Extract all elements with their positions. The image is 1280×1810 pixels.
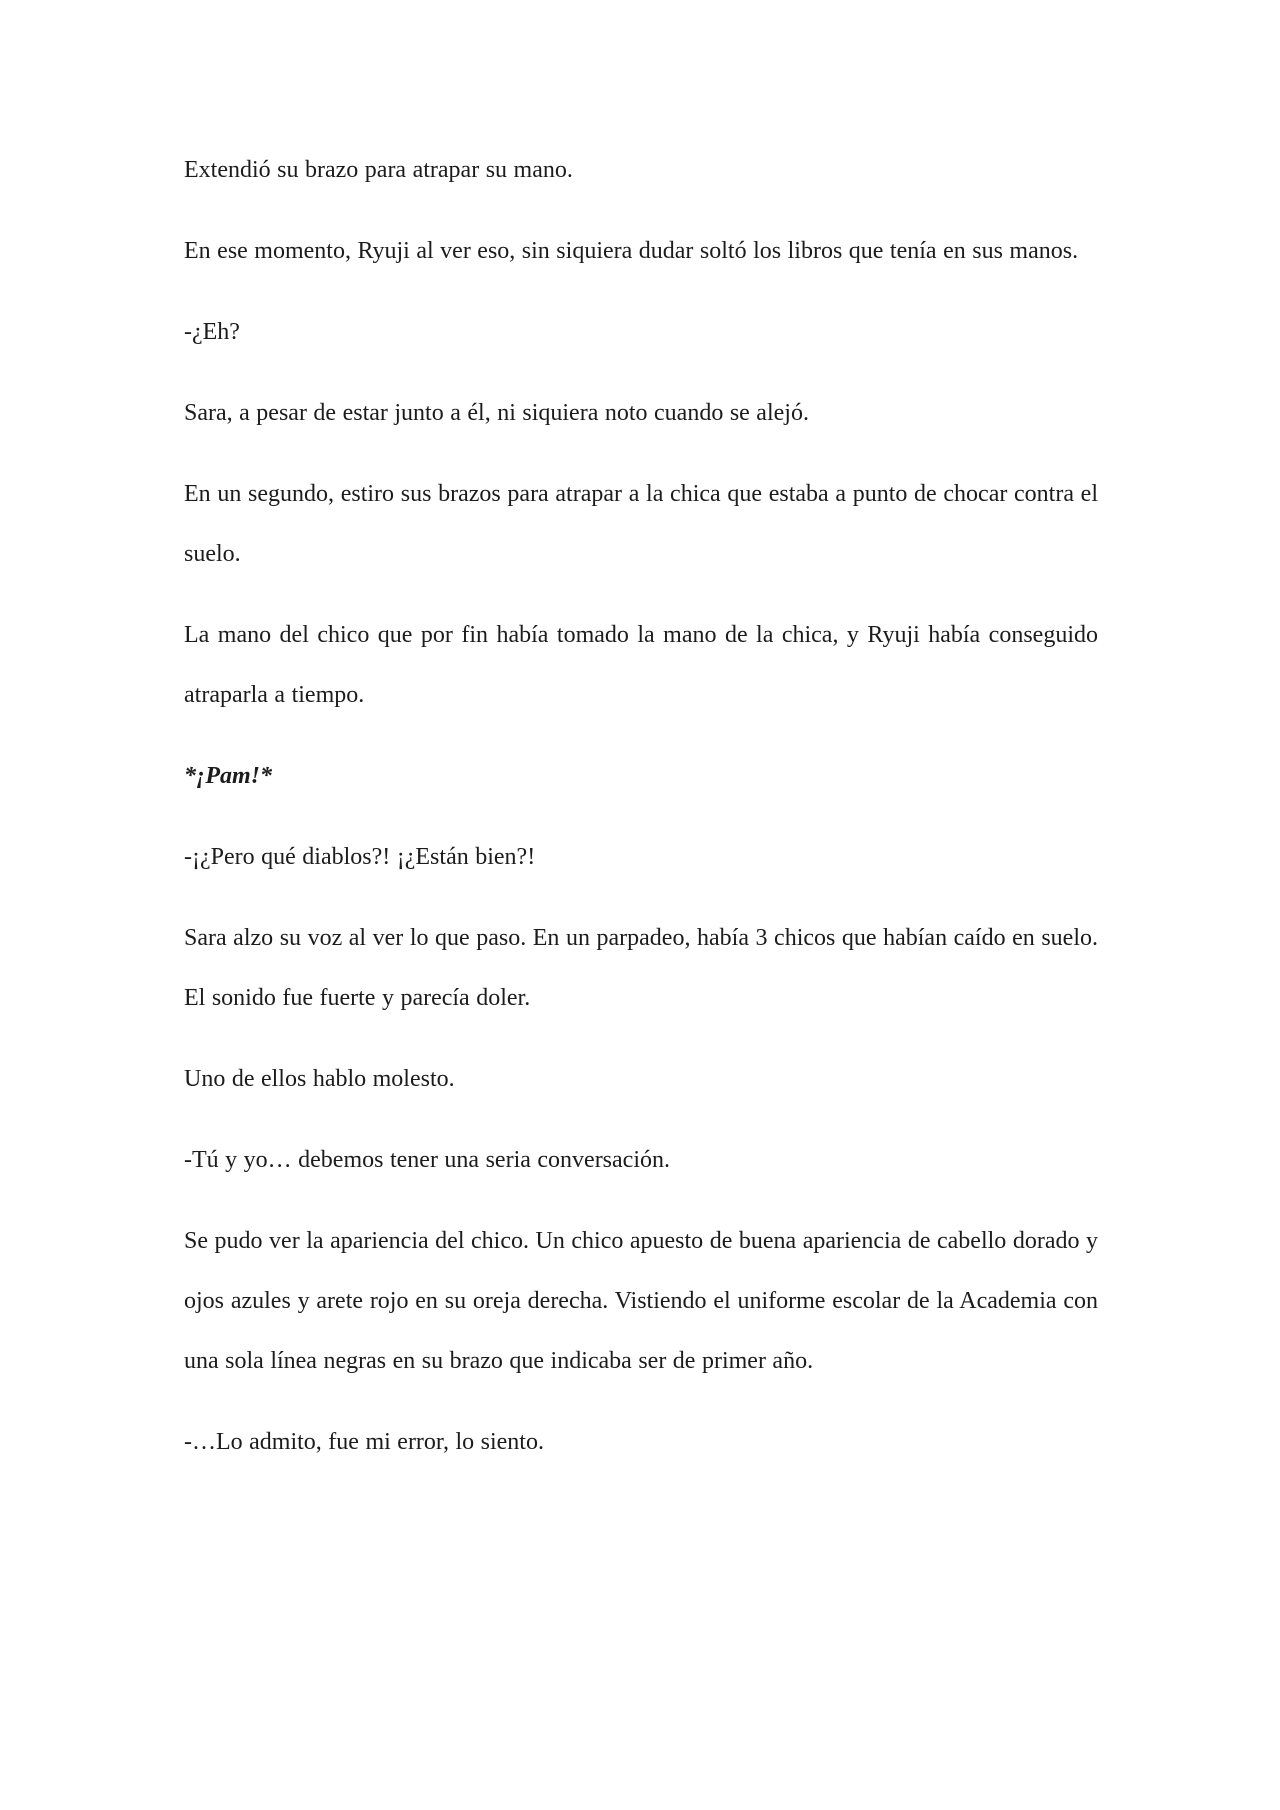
- dialogue-line: -Tú y yo… debemos tener una seria conversación.: [184, 1147, 670, 1173]
- dialogue-line: -…Lo admito, fue mi error, lo siento.: [184, 1429, 544, 1455]
- dialogue-line: -¿Eh?: [184, 319, 240, 345]
- paragraph: En un segundo, estiro sus brazos para atrapar a la chica que estaba a punto de chocar contra el suelo.: [184, 481, 1098, 567]
- paragraph: Uno de ellos hablo molesto.: [184, 1066, 455, 1092]
- sound-effect: *¡Pam!*: [184, 763, 273, 789]
- paragraph: Se pudo ver la apariencia del chico. Un chico apuesto de buena apariencia de cabello dorado y ojos azules y arete rojo en su oreja derecha. Vistiendo el uniforme escolar de la Academia con una sola línea negras en su brazo que indicaba ser de primer año.: [184, 1228, 1098, 1374]
- paragraph: Sara, a pesar de estar junto a él, ni siquiera noto cuando se alejó.: [184, 400, 809, 426]
- paragraph: En ese momento, Ryuji al ver eso, sin siquiera dudar soltó los libros que tenía en sus manos.: [184, 238, 1079, 264]
- paragraph: Sara alzo su voz al ver lo que paso. En un parpadeo, había 3 chicos que habían caído en suelo. El sonido fue fuerte y parecía doler.: [184, 925, 1098, 1011]
- paragraph: Extendió su brazo para atrapar su mano.: [184, 157, 573, 183]
- dialogue-line: -¡¿Pero qué diablos?! ¡¿Están bien?!: [184, 844, 536, 870]
- paragraph: La mano del chico que por fin había tomado la mano de la chica, y Ryuji había conseguido atraparla a tiempo.: [184, 622, 1098, 708]
